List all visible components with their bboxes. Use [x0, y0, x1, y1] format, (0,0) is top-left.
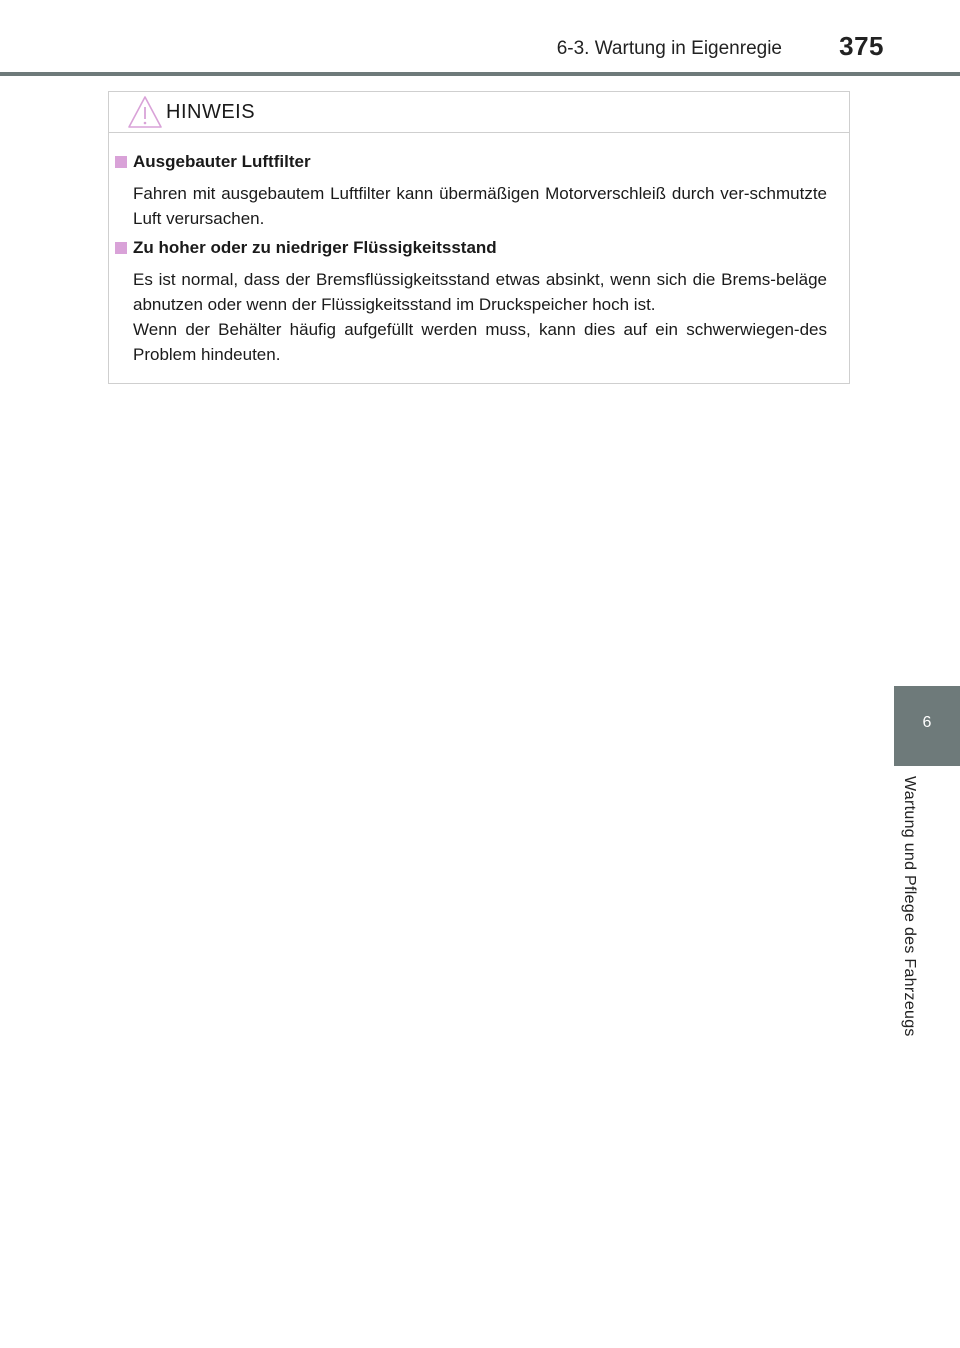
chapter-tab [894, 686, 960, 766]
paragraph: Fahren mit ausgebautem Luftfilter kann übermäßigen Motorverschleiß durch ver-schmutzte Luft verursachen. [133, 184, 827, 228]
header-divider [0, 72, 960, 76]
page-header [0, 0, 960, 76]
notice-section-air-filter [109, 150, 849, 231]
section-title: 6-3. Wartung in Eigenregie [556, 38, 782, 59]
section-heading-text: Ausgebauter Luftfilter [133, 152, 311, 171]
paragraph: Wenn der Behälter häufig aufgefüllt werden muss, kann dies auf ein schwerwiegen-des Problem hindeuten. [133, 320, 827, 364]
notice-box [108, 91, 850, 384]
warning-triangle-icon [127, 95, 163, 129]
notice-section-fluid-level [109, 236, 849, 367]
paragraph: Es ist normal, dass der Bremsflüssigkeitsstand etwas absinkt, wenn sich die Brems-beläge abnutzen oder wenn der Flüssigkeitsstand im Druckspeicher hoch ist. [133, 270, 827, 314]
section-heading-text: Zu hoher oder zu niedriger Flüssigkeitsstand [133, 238, 497, 257]
section-heading [109, 150, 849, 174]
notice-header [109, 92, 849, 133]
bullet-square-icon [115, 242, 127, 254]
chapter-number: 6 [922, 714, 932, 731]
section-heading [109, 236, 849, 260]
notice-title: HINWEIS [166, 101, 256, 123]
page-number: 375 [839, 31, 884, 61]
bullet-square-icon [115, 156, 127, 168]
chapter-label-container [900, 776, 928, 1066]
chapter-label: Wartung und Pflege des Fahrzeugs [901, 776, 918, 1037]
